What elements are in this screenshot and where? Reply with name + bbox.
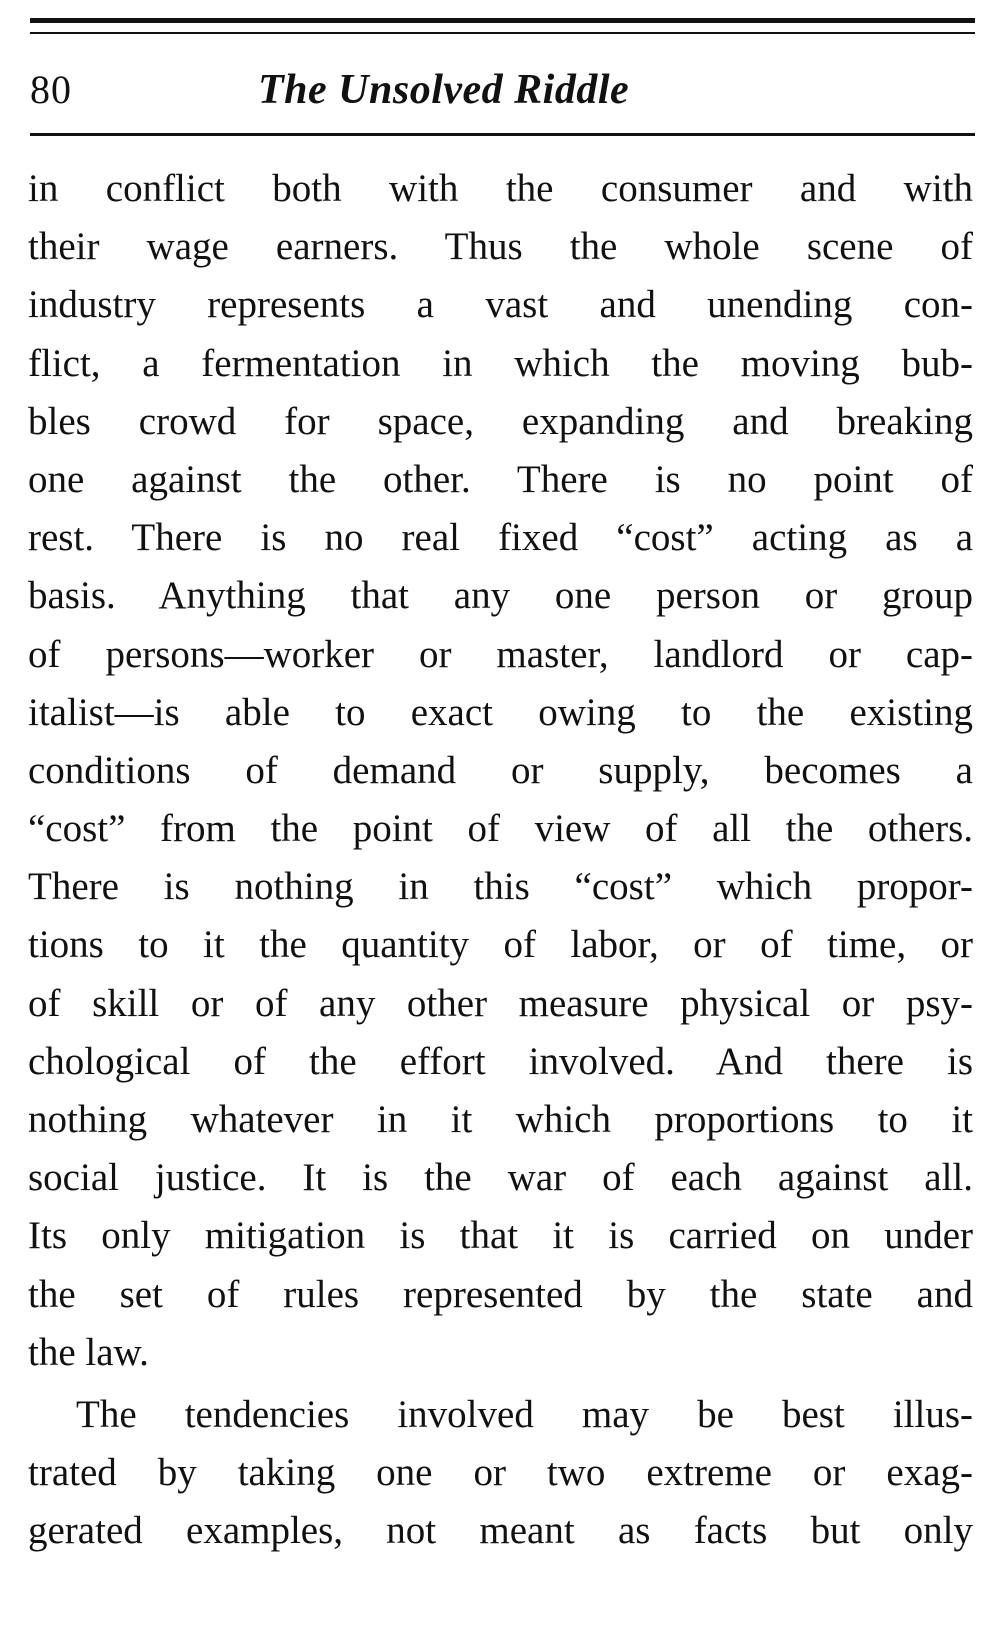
paragraph (28, 160, 973, 1382)
paragraph (28, 1386, 973, 1561)
text-line: There is nothing in this “cost” which propor- (28, 865, 973, 909)
page-number: 80 (30, 67, 72, 112)
text-line: Its only mitigation is that it is carried on under (28, 1214, 973, 1258)
text-line: gerated examples, not meant as facts but only (28, 1509, 973, 1553)
text-line: social justice. It is the war of each against all. (28, 1156, 973, 1200)
text-line: The tendencies involved may be best illus- (76, 1392, 973, 1436)
text-line: the law. (28, 1330, 149, 1374)
text-line: their wage earners. Thus the whole scene of (28, 225, 973, 269)
top-rule-thick (30, 18, 975, 23)
text-line: “cost” from the point of view of all the others. (28, 807, 973, 851)
text-line: one against the other. There is no point of (28, 457, 973, 501)
text-line: flict, a fermentation in which the moving bub- (28, 341, 973, 385)
text-line: industry represents a vast and unending con- (28, 283, 973, 327)
text-line: italist—is able to exact owing to the existing (28, 690, 973, 734)
text-line: chological of the effort involved. And there is (28, 1039, 973, 1083)
text-line: conditions of demand or supply, becomes a (28, 748, 973, 792)
text-line: trated by taking one or two extreme or exag- (28, 1451, 973, 1495)
header-rule (30, 133, 975, 136)
top-rule-thin (30, 32, 975, 34)
running-title: The Unsolved Riddle (258, 67, 630, 113)
text-line: of persons—worker or master, landlord or cap- (28, 632, 973, 676)
text-line: of skill or of any other measure physical or psy- (28, 981, 973, 1025)
text-line: basis. Anything that any one person or group (28, 574, 973, 618)
text-line: in conflict both with the consumer and with (28, 167, 973, 210)
text-line: bles crowd for space, expanding and breaking (28, 399, 973, 443)
text-line: tions to it the quantity of labor, or of time, or (28, 923, 973, 967)
text-line: the set of rules represented by the state and (28, 1272, 973, 1316)
body-text (28, 160, 973, 1561)
text-line: nothing whatever in it which proportions to it (28, 1098, 973, 1141)
text-line: rest. There is no real fixed “cost” acting as a (28, 516, 973, 560)
